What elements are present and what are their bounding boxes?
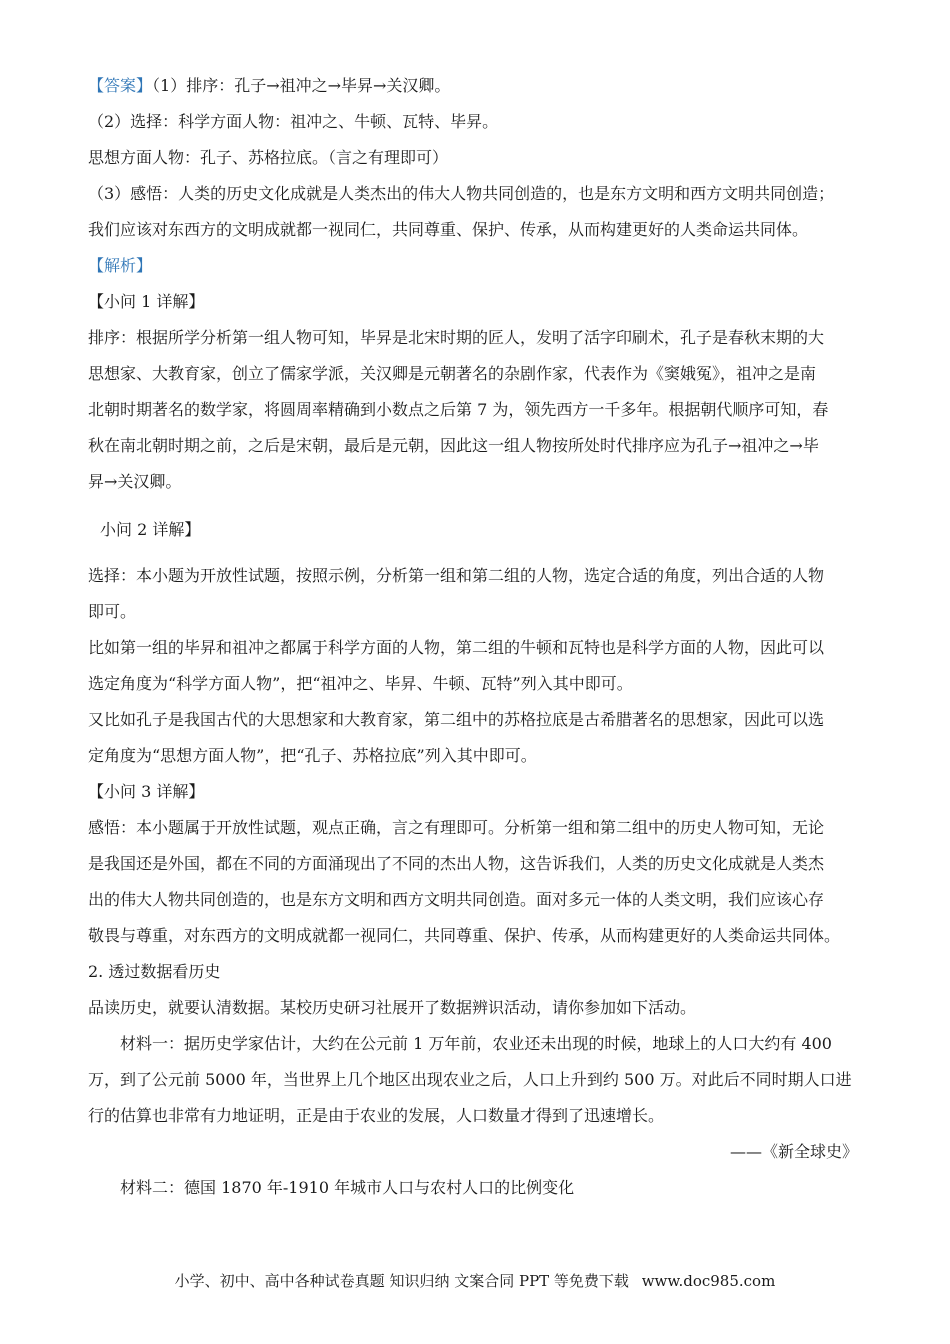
answer-q1-line (88, 76, 450, 96)
s3-line: 敬畏与尊重，对东西方的文明成就都一视同仁，共同尊重、保护、传承，从而构建更好的人类命运共同体。 (88, 926, 841, 945)
answer-q2: （2）选择：科学方面人物：祖冲之、牛顿、瓦特、毕昇。 (88, 112, 499, 131)
s1-line: 思想家、大教育家，创立了儒家学派，关汉卿是元朝著名的杂剧作家，代表作为《窦娥冤》，祖冲之是南 (88, 364, 817, 383)
material1-source: ——《新全球史》 (729, 1142, 858, 1161)
answer-tag: 【答案】 (88, 76, 153, 95)
material1-line: 材料一：据历史学家估计，大约在公元前 1 万年前，农业还未出现的时候，地球上的人口大约有 400 (120, 1034, 832, 1053)
s2-line: 选择：本小题为开放性试题，按照示例，分析第一组和第二组的人物，选定合适的角度，列出合适的人物 (88, 566, 825, 585)
s2-line: 即可。 (88, 602, 137, 621)
s1-header: 【小问 1 详解】 (88, 292, 205, 311)
question2-title: 2. 透过数据看历史 (88, 962, 221, 981)
question2-intro: 品读历史，就要认清数据。某校历史研习社展开了数据辨识活动，请你参加如下活动。 (88, 998, 697, 1017)
s3-header: 【小问 3 详解】 (88, 782, 205, 801)
s1-line: 秋在南北朝时期之前，之后是宋朝，最后是元朝，因此这一组人物按所处时代排序应为孔子→祖冲之→毕 (88, 436, 819, 455)
page-footer (0, 1270, 950, 1291)
footer-text: 小学、初中、高中各种试卷真题 知识归纳 文案合同 PPT 等免费下载 (174, 1272, 629, 1290)
s1-line: 排序：根据所学分析第一组人物可知，毕昇是北宋时期的匠人，发明了活字印刷术，孔子是春秋末期的大 (88, 328, 825, 347)
s2-line: 定角度为“思想方面人物”，把“孔子、苏格拉底”列入其中即可。 (88, 746, 537, 765)
s3-line: 感悟：本小题属于开放性试题，观点正确，言之有理即可。分析第一组和第二组中的历史人物可知，无论 (88, 818, 825, 837)
material1-line: 万，到了公元前 5000 年，当世界上几个地区出现农业之后，人口上升到约 500 万。对此后不同时期人口进 (88, 1070, 852, 1089)
answer-q2-cont: 思想方面人物：孔子、苏格拉底。（言之有理即可） (88, 148, 449, 167)
s2-line: 选定角度为“科学方面人物”，把“祖冲之、毕昇、牛顿、瓦特”列入其中即可。 (88, 674, 633, 693)
footer-url[interactable]: www.doc985.com (641, 1272, 776, 1290)
answer-q3-line1: （3）感悟：人类的历史文化成就是人类杰出的伟大人物共同创造的，也是东方文明和西方文明共同创造； (88, 184, 835, 203)
s1-line: 昇→关汉卿。 (88, 472, 182, 491)
s1-line: 北朝时期著名的数学家，将圆周率精确到小数点之后第 7 为，领先西方一千多年。根据朝代顺序可知，春 (88, 400, 829, 419)
s3-line: 是我国还是外国，都在不同的方面涌现出了不同的杰出人物，这告诉我们，人类的历史文化成就是人类杰 (88, 854, 825, 873)
s2-header: 小问 2 详解】 (100, 520, 201, 539)
analysis-tag: 【解析】 (88, 256, 153, 275)
s3-line: 出的伟大人物共同创造的，也是东方文明和西方文明共同创造。面对多元一体的人类文明，我们应该心存 (88, 890, 825, 909)
s2-line: 比如第一组的毕昇和祖冲之都属于科学方面的人物，第二组的牛顿和瓦特也是科学方面的人物，因此可以 (88, 638, 825, 657)
s2-line: 又比如孔子是我国古代的大思想家和大教育家，第二组中的苏格拉底是古希腊著名的思想家，因此可以选 (88, 710, 825, 729)
material2-caption: 材料二：德国 1870 年-1910 年城市人口与农村人口的比例变化 (120, 1178, 575, 1197)
material1-line: 行的估算也非常有力地证明，正是由于农业的发展，人口数量才得到了迅速增长。 (88, 1106, 665, 1125)
answer-q3-line2: 我们应该对东西方的文明成就都一视同仁，共同尊重、保护、传承，从而构建更好的人类命运共同体。 (88, 220, 809, 239)
answer-q1: （1）排序：孔子→祖冲之→毕昇→关汉卿。 (152, 76, 451, 95)
